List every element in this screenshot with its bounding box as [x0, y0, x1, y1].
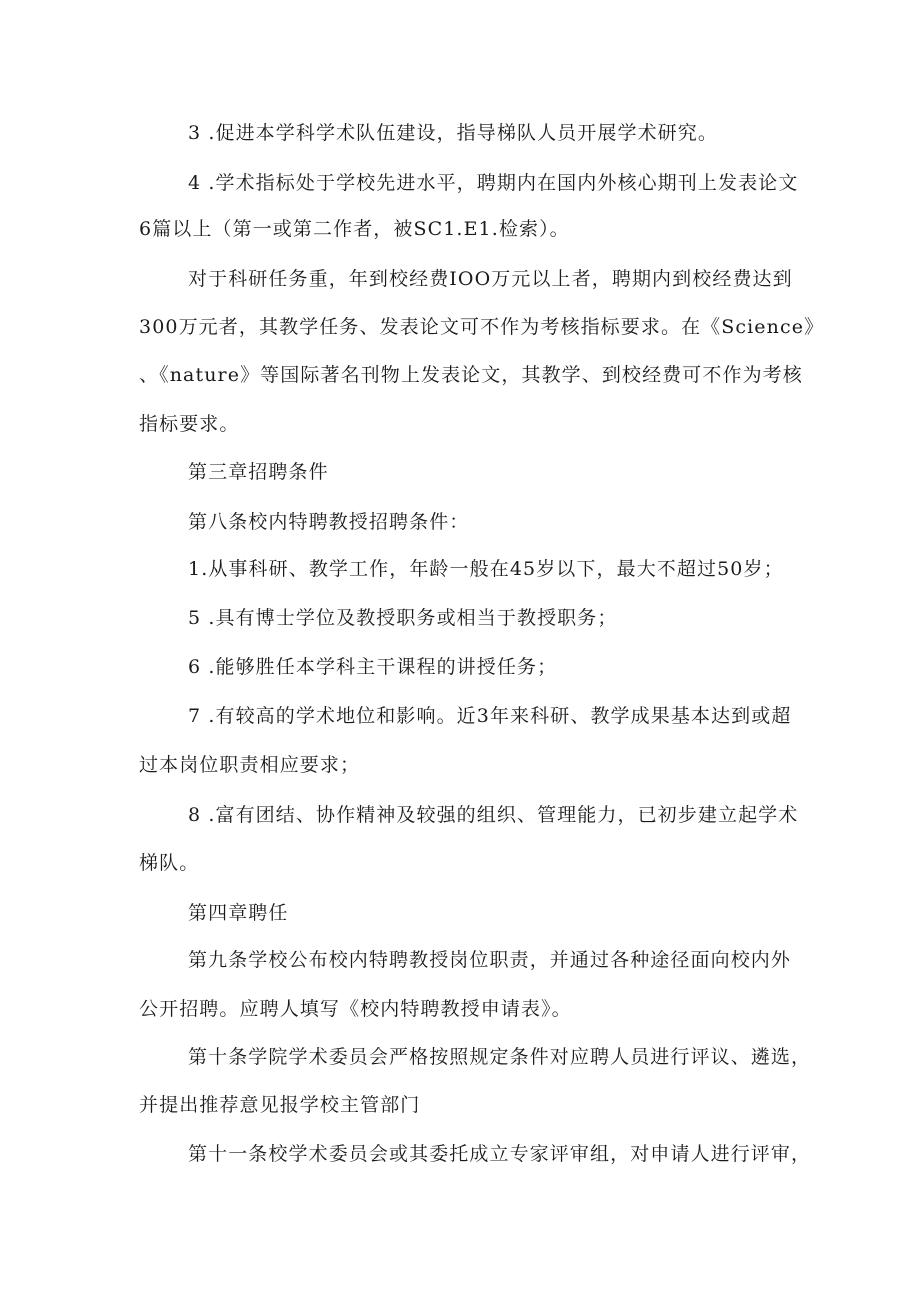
text-line: 5 .具有博士学位及教授职务或相当于教授职务；	[188, 607, 618, 629]
text-line: 指标要求。	[139, 413, 240, 435]
text-line: 过本岗位职责相应要求；	[139, 754, 361, 776]
text-line: 300万元者，其教学任务、发表论文可不作为考核指标要求。在《Science》	[139, 316, 825, 338]
text-line: 梯队。	[139, 852, 200, 874]
text-line: 第九条学校公布校内特聘教授岗位职责，并通过各种途径面向校内外	[188, 949, 792, 971]
chapter-heading: 第三章招聘条件	[188, 461, 329, 483]
text-line: 、《nature》等国际著名刊物上发表论文，其教学、到校经费可不作为考核	[139, 364, 803, 386]
text-line: 1.从事科研、教学工作，年龄一般在45岁以下，最大不超过50岁；	[188, 558, 784, 580]
text-line: 公开招聘。应聘人填写《校内特聘教授申请表》。	[139, 998, 572, 1020]
text-line: 7 .有较高的学术地位和影响。近3年来科研、教学成果基本达到或超	[188, 705, 792, 727]
article-heading: 第八条校内特聘教授招聘条件：	[188, 511, 470, 533]
text-line: 3 .促进本学科学术队伍建设，指导梯队人员开展学术研究。	[188, 122, 718, 144]
text-line: 6 .能够胜任本学科主干课程的讲授任务；	[188, 656, 558, 678]
text-line: 对于科研任务重，年到校经费IOO万元以上者，聘期内到校经费达到	[188, 268, 793, 290]
text-line: 6篇以上（第一或第二作者，被SC1.E1.检索）。	[139, 218, 570, 240]
text-line: 并提出推荐意见报学校主管部门	[139, 1094, 421, 1116]
chapter-heading: 第四章聘任	[188, 902, 289, 924]
text-line: 4 .学术指标处于学校先进水平，聘期内在国内外核心期刊上发表论文	[188, 172, 799, 194]
text-line: 8 .富有团结、协作精神及较强的组织、管理能力，已初步建立起学术	[188, 804, 799, 826]
text-line: 第十条学院学术委员会严格按照规定条件对应聘人员进行评议、遴选，	[188, 1046, 812, 1068]
text-line: 第十一条校学术委员会或其委托成立专家评审组，对申请人进行评审，	[188, 1143, 812, 1165]
